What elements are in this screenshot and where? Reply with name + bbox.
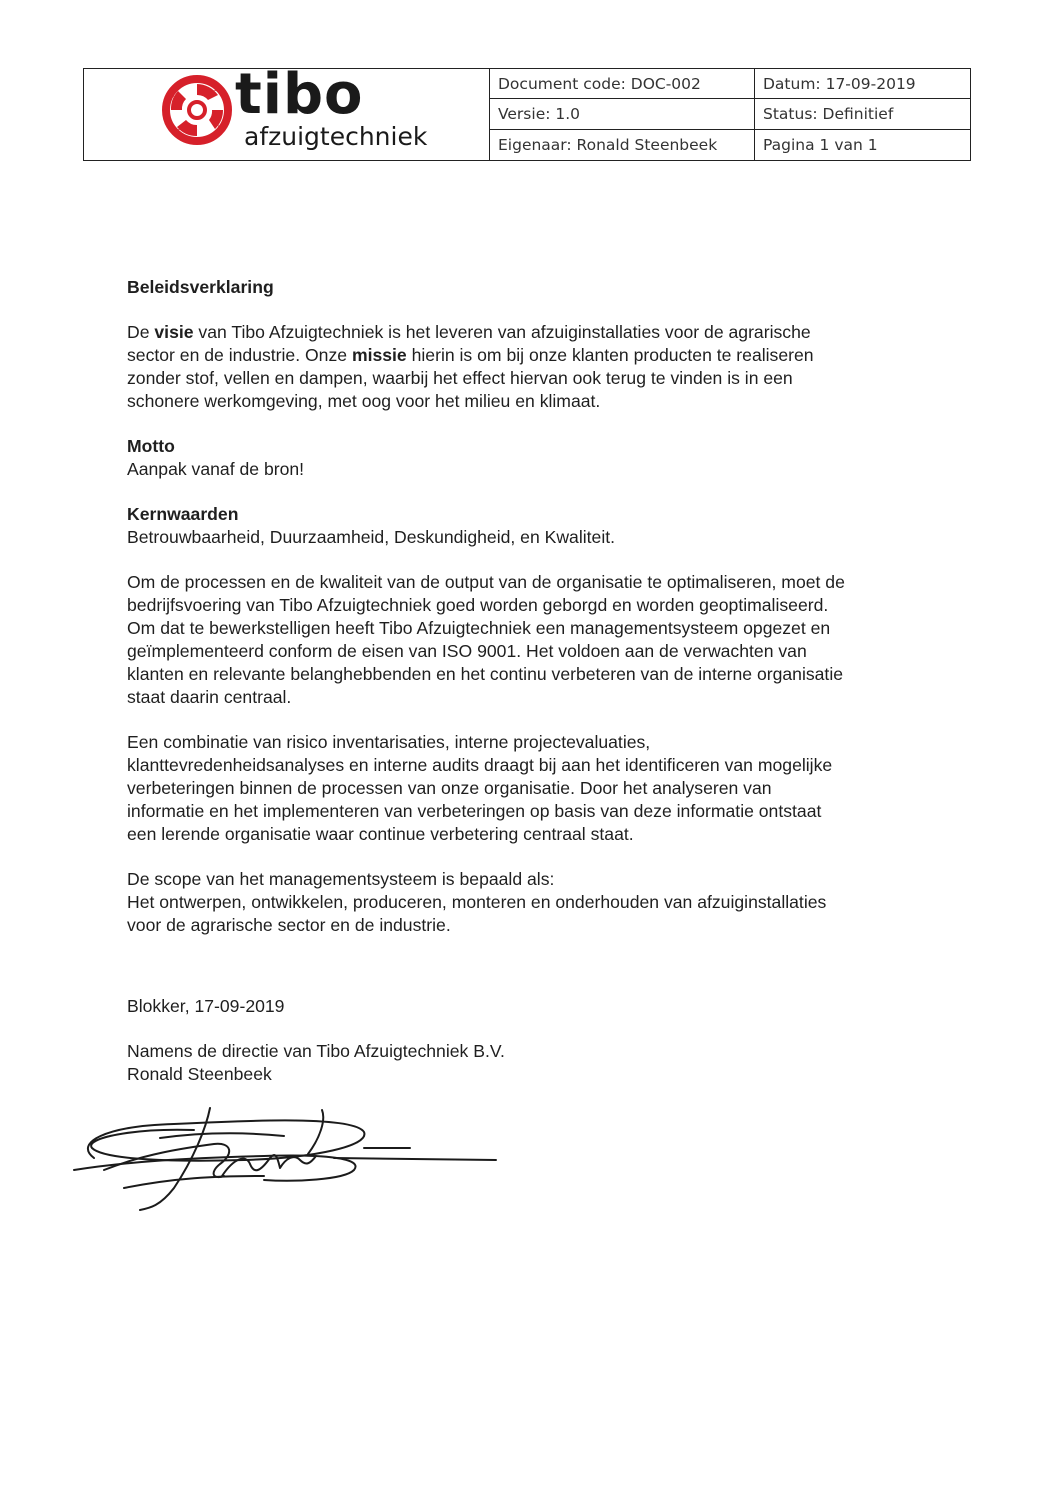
scope-line: De scope van het managementsysteem is bepaald als: — [127, 869, 555, 889]
qms-paragraph — [127, 571, 927, 709]
vision-line-2a: sector en de industrie. Onze — [127, 345, 352, 365]
signoff-line: Namens de directie van Tibo Afzuigtechniek B.V. — [127, 1041, 505, 1061]
scope-line: Het ontwerpen, ontwikkelen, produceren, monteren en onderhouden van afzuiginstallaties — [127, 892, 827, 912]
improvement-line: klanttevredenheidsanalyses en interne audits draagt bij aan het identificeren van mogelijke — [127, 755, 833, 775]
values-text: Betrouwbaarheid, Duurzaamheid, Deskundigheid, en Kwaliteit. — [127, 527, 616, 547]
vision-line-4: schonere werkomgeving, met oog voor het milieu en klimaat. — [127, 391, 601, 411]
document-page: Pagina 1 van 1 — [763, 135, 878, 154]
logo-cell — [84, 62, 490, 160]
scope-paragraph — [127, 868, 927, 937]
vision-line-2b: hierin is om bij onze klanten producten te realiseren — [406, 345, 814, 365]
motto-text: Aanpak vanaf de bron! — [127, 459, 305, 479]
qms-line: bedrijfsvoering van Tibo Afzuigtechniek goed worden geborgd en worden geoptimaliseerd. — [127, 595, 829, 615]
document-owner: Eigenaar: Ronald Steenbeek — [490, 130, 755, 160]
vision-paragraph — [127, 321, 927, 413]
scope-line: voor de agrarische sector en de industrie. — [127, 915, 451, 935]
qms-line: Om dat te bewerkstelligen heeft Tibo Afzuigtechniek een managementsysteem opgezet en — [127, 618, 831, 638]
vision-line-2 — [127, 344, 927, 367]
values-heading: Kernwaarden — [127, 504, 239, 524]
motto-heading: Motto — [127, 436, 175, 456]
signoff-block — [127, 1040, 927, 1086]
improvement-line: verbeteringen binnen de processen van onze organisatie. Door het analyseren van — [127, 778, 772, 798]
logo-subtitle: afzuigtechniek — [244, 122, 428, 151]
policy-statement-body — [127, 276, 927, 1086]
page-title: Beleidsverklaring — [127, 277, 274, 297]
improvement-line: Een combinatie van risico inventarisaties, interne projectevaluaties, — [127, 732, 651, 752]
improvement-paragraph — [127, 731, 927, 846]
document-meta-grid — [490, 69, 970, 160]
handwritten-signature — [64, 1098, 504, 1213]
qms-line: geïmplementeerd conform de eisen van ISO 9001. Het voldoen aan de verwachten van — [127, 641, 807, 661]
document-status: Status: Definitief — [755, 99, 970, 129]
missie-keyword: missie — [351, 345, 407, 365]
vision-mid: van Tibo Afzuigtechniek is het leveren van afzuiginstallaties voor de agrarische — [193, 322, 811, 342]
document-header-table — [83, 62, 971, 161]
qms-line: klanten en relevante belanghebbenden en het continu verbeteren van de interne organisatie — [127, 664, 844, 684]
qms-line: staat daarin centraal. — [127, 687, 292, 707]
qms-line: Om de processen en de kwaliteit van de output van de organisatie te optimaliseren, moet de — [127, 572, 845, 592]
document-code: Document code: DOC-002 — [490, 69, 755, 99]
vision-line-3: zonder stof, vellen en dampen, waarbij het effect hiervan ook terug te vinden is in een — [127, 368, 793, 388]
visie-keyword: visie — [154, 322, 194, 342]
improvement-line: een lerende organisatie waar continue verbetering centraal staat. — [127, 824, 634, 844]
fan-swirl-icon — [162, 75, 232, 145]
vision-pre: De — [127, 322, 155, 342]
vision-line-1 — [127, 321, 927, 344]
improvement-line: informatie en het implementeren van verbeteringen op basis van deze informatie ontstaat — [127, 801, 822, 821]
place-date: Blokker, 17-09-2019 — [127, 996, 285, 1016]
document-version: Versie: 1.0 — [490, 99, 755, 129]
logo-wordmark: tibo — [235, 62, 364, 127]
signatory-name: Ronald Steenbeek — [127, 1064, 272, 1084]
document-date: Datum: 17-09-2019 — [755, 69, 970, 99]
